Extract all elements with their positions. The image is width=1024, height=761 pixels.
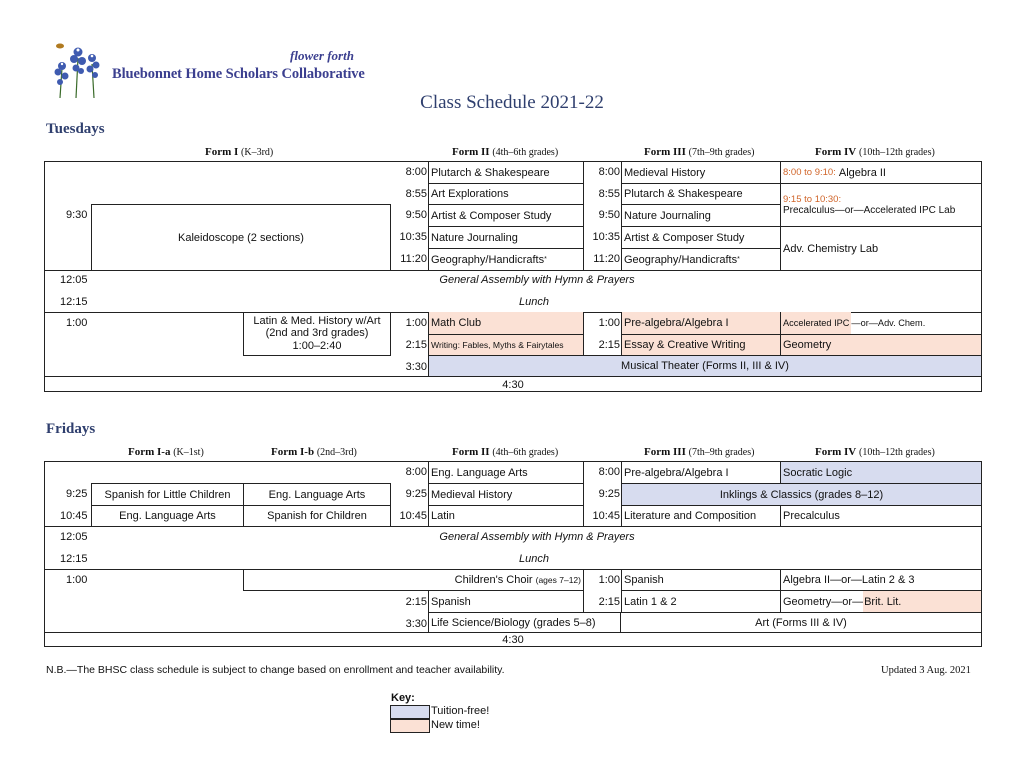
tue-theater-time: 3:30 <box>405 361 427 373</box>
tue-f4-chem: Adv. Chemistry Lab <box>780 226 982 271</box>
tue-latin-med-history: Latin & Med. History w/Art (2nd and 3rd grades) 1:00–2:40 <box>243 312 391 356</box>
tue-f3-time-5: 11:20 <box>593 253 620 265</box>
brand-name: Bluebonnet Home Scholars Collaborative <box>112 66 365 82</box>
key-label-new-time: New time! <box>431 719 480 731</box>
tue-musical-theater: Musical Theater (Forms II, III & IV) <box>428 355 982 377</box>
tue-lunch-time: 12:15 <box>60 296 88 308</box>
fri-spanish-little: Spanish for Little Children <box>91 483 244 506</box>
tue-f2-time-3: 9:50 <box>405 209 427 221</box>
fri-pm-f3-spanish: Spanish <box>621 569 781 591</box>
tue-form1-time: 9:30 <box>66 209 88 221</box>
tue-f4-algebra: 8:00 to 9:10: Algebra II <box>780 161 982 184</box>
fri-socratic-logic: Socratic Logic <box>780 461 982 484</box>
tue-pm-f3-time-1: 1:00 <box>598 317 620 329</box>
fri-pm-spanish: Spanish <box>428 590 584 613</box>
tue-f3-class-4: Artist & Composer Study <box>621 226 781 249</box>
tue-pm-f2-time-2: 2:15 <box>405 339 427 351</box>
tue-f2-class-4: Nature Journaling <box>428 226 584 249</box>
fri-f2-class-2: Medieval History <box>428 483 584 506</box>
fri-lunch-label: Lunch <box>519 553 549 565</box>
tue-f3-class-2: Plutarch & Shakespeare <box>621 183 781 205</box>
fri-f2-time-1: 8:00 <box>405 466 427 478</box>
tue-f2-time-5: 11:20 <box>400 253 427 265</box>
brand-tagline: flower forth <box>290 48 354 63</box>
fri-ela-1b: Eng. Language Arts <box>243 483 391 506</box>
fri-childrens-choir: Children's Choir (ages 7–12) <box>243 569 584 591</box>
fri-header-form1b: Form I-b (2nd–3rd) <box>271 446 357 458</box>
fri-f2-class-1: Eng. Language Arts <box>428 461 584 484</box>
fri-f3-time-3: 10:45 <box>592 510 620 522</box>
tue-afternoon-time: 1:00 <box>66 317 88 329</box>
fri-assembly-time: 12:05 <box>60 531 88 543</box>
tue-pm-f3-time-2: 2:15 <box>598 339 620 351</box>
tue-f2-time-2: 8:55 <box>405 188 427 200</box>
fri-f3-time-2: 9:25 <box>598 488 620 500</box>
tue-header-form2: Form II (4th–6th grades) <box>452 146 559 158</box>
tue-lunch-label: Lunch <box>519 296 549 308</box>
tue-f3-time-4: 10:35 <box>592 231 620 243</box>
fri-latin-1-2: Latin 1 & 2 <box>621 590 781 613</box>
fri-f3-class-3: Literature and Composition <box>621 505 781 527</box>
fri-geometry-brit-lit: Geometry—or— Brit. Lit. <box>780 590 982 613</box>
tue-header-form4: Form IV (10th–12th grades) <box>815 146 935 158</box>
tue-pm-f2-time-1: 1:00 <box>405 317 427 329</box>
bluebonnet-flower-icon <box>46 38 116 100</box>
fri-header-form4: Form IV (10th–12th grades) <box>815 446 935 458</box>
fri-inklings-classics: Inklings & Classics (grades 8–12) <box>621 483 982 506</box>
page-title: Class Schedule 2021-22 <box>420 92 604 113</box>
updated-date: Updated 3 Aug. 2021 <box>881 665 971 676</box>
tue-assembly-time: 12:05 <box>60 274 88 286</box>
key-label-tuition-free: Tuition-free! <box>431 705 490 717</box>
tue-f3-class-3: Nature Journaling <box>621 204 781 227</box>
fri-f2-class-3: Latin <box>428 505 584 527</box>
tue-kaleidoscope: Kaleidoscope (2 sections) <box>91 204 391 271</box>
tue-writing-fables: Writing: Fables, Myths & Fairytales <box>428 334 584 356</box>
tue-geometry: Geometry <box>780 334 982 356</box>
tue-f2-time-4: 10:35 <box>399 231 427 243</box>
section-title-tuesdays: Tuesdays <box>46 121 105 137</box>
fri-lunch-time: 12:15 <box>60 553 88 565</box>
tue-accel-ipc: Accelerated IPC —or—Adv. Chem. <box>780 312 982 335</box>
footer-note: N.B.—The BHSC class schedule is subject to change based on enrollment and teacher availability. <box>46 664 505 676</box>
fri-f1-time-2: 10:45 <box>60 510 88 522</box>
tue-math-club: Math Club <box>428 312 584 335</box>
tue-f3-time-1: 8:00 <box>598 166 620 178</box>
fri-art: Art (Forms III & IV) <box>620 612 982 633</box>
fri-pm-f3-time-1: 1:00 <box>598 574 620 586</box>
fri-algebra-latin: Algebra II—or—Latin 2 & 3 <box>780 569 982 591</box>
fri-f2-time-2: 9:25 <box>405 488 427 500</box>
fri-header-form1a: Form I-a (K–1st) <box>128 446 204 458</box>
fri-afternoon-time: 1:00 <box>66 574 88 586</box>
tue-header-form3: Form III (7th–9th grades) <box>644 146 755 158</box>
tue-f4-precalc: 9:15 to 10:30: Precalculus—or—Accelerated IPC Lab <box>780 183 982 227</box>
tue-f2-class-2: Art Explorations <box>428 183 584 205</box>
fri-header-form3: Form III (7th–9th grades) <box>644 446 755 458</box>
tue-f3-time-3: 9:50 <box>598 209 620 221</box>
tue-prealgebra: Pre-algebra/Algebra I <box>621 312 781 335</box>
fri-assembly-label: General Assembly with Hymn & Prayers <box>439 531 635 543</box>
tue-f2-class-5: Geography/Handicrafts * <box>428 248 584 271</box>
tue-f2-time-1: 8:00 <box>405 166 427 178</box>
tue-f2-class-3: Artist & Composer Study <box>428 204 584 227</box>
fri-ela-1a: Eng. Language Arts <box>91 505 244 527</box>
tue-f3-time-2: 8:55 <box>598 188 620 200</box>
tue-assembly-label: General Assembly with Hymn & Prayers <box>439 274 635 286</box>
fri-pm-f3-time-2: 2:15 <box>598 596 620 608</box>
key-swatch-new-time <box>390 719 430 733</box>
fri-header-form2: Form II (4th–6th grades) <box>452 446 559 458</box>
section-title-fridays: Fridays <box>46 421 96 437</box>
fri-f1-time-1: 9:25 <box>66 488 88 500</box>
fri-precalculus: Precalculus <box>780 505 982 527</box>
key-title: Key: <box>391 692 415 704</box>
tue-header-form1: Form I (K–3rd) <box>205 146 274 158</box>
fri-end-time: 4:30 <box>44 632 982 647</box>
fri-f3-class-1: Pre-algebra/Algebra I <box>621 461 781 484</box>
tue-essay-writing: Essay & Creative Writing <box>621 334 781 356</box>
key-swatch-tuition-free <box>390 705 430 719</box>
tue-end-time: 4:30 <box>44 376 982 392</box>
fri-pm-f2-time-1: 2:15 <box>405 596 427 608</box>
fri-pm-f2-time-2: 3:30 <box>405 618 427 630</box>
fri-f3-time-1: 8:00 <box>598 466 620 478</box>
tue-f2-class-1: Plutarch & Shakespeare <box>428 161 584 184</box>
tue-f3-class-5: Geography/Handicrafts * <box>621 248 781 271</box>
fri-spanish-children: Spanish for Children <box>243 505 391 527</box>
fri-f2-time-3: 10:45 <box>399 510 427 522</box>
tue-f3-class-1: Medieval History <box>621 161 781 184</box>
fri-life-science: Life Science/Biology (grades 5–8) <box>428 612 621 633</box>
